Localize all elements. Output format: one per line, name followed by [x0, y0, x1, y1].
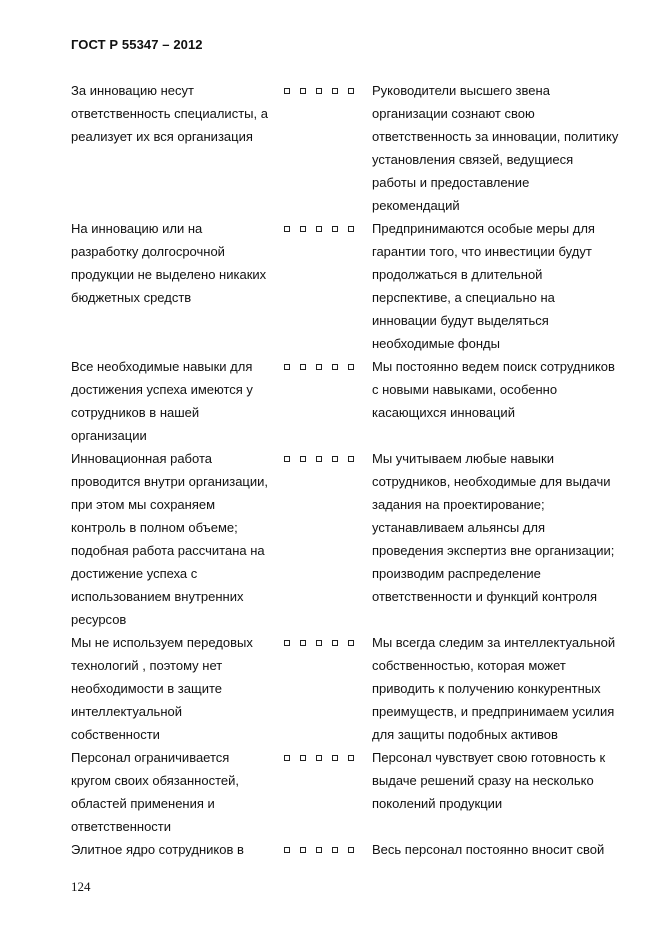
rating-scale [284, 838, 354, 861]
positive-statement [372, 631, 637, 746]
statement-line: Весь персонал постоянно вносит свой [372, 842, 605, 857]
rating-checkbox[interactable] [332, 88, 338, 94]
statement-line: для защиты подобных активов [372, 727, 558, 742]
statement-line: производим распределение [372, 566, 541, 581]
rating-scale [284, 447, 354, 470]
rating-checkbox[interactable] [300, 88, 306, 94]
statement-line: ответственность за инновации, политику [372, 129, 619, 144]
statement-line: собственностью, которая может [372, 658, 566, 673]
statement-line: проведения экспертиз вне организации; [372, 543, 615, 558]
statement-line: Персонал ограничивается [71, 750, 230, 765]
assessment-row [0, 217, 661, 355]
statement-line: Персонал чувствует свою готовность к [372, 750, 606, 765]
rating-checkbox[interactable] [284, 755, 290, 761]
rating-checkbox[interactable] [348, 226, 354, 232]
statement-line: За инновацию несут [71, 83, 194, 98]
positive-statement [372, 838, 637, 861]
rating-checkbox[interactable] [348, 640, 354, 646]
statement-line: Все необходимые навыки для [71, 359, 253, 374]
rating-scale [284, 631, 354, 654]
rating-checkbox[interactable] [316, 847, 322, 853]
statement-line: при этом мы сохраняем [71, 497, 216, 512]
rating-checkbox[interactable] [348, 755, 354, 761]
statement-line: достижение успеха с [71, 566, 198, 581]
statement-line: организации [71, 428, 147, 443]
statement-line: преимуществ, и предпринимаем усилия [372, 704, 615, 719]
rating-checkbox[interactable] [316, 226, 322, 232]
statement-line: необходимости в защите [71, 681, 222, 696]
statement-line: ресурсов [71, 612, 127, 627]
statement-line: продолжаться в длительной [372, 267, 543, 282]
assessment-row [0, 838, 661, 861]
statement-line: проводится внутри организации, [71, 474, 269, 489]
rating-scale [284, 355, 354, 378]
rating-scale [284, 746, 354, 769]
negative-statement [71, 746, 283, 838]
statement-line: Мы всегда следим за интеллектуальной [372, 635, 616, 650]
positive-statement [372, 355, 637, 424]
negative-statement [71, 447, 283, 631]
statement-line: рекомендаций [372, 198, 460, 213]
rating-checkbox[interactable] [348, 456, 354, 462]
statement-line: Инновационная работа [71, 451, 212, 466]
assessment-row [0, 355, 661, 447]
statement-line: интеллектуальной [71, 704, 182, 719]
rating-checkbox[interactable] [332, 364, 338, 370]
rating-checkbox[interactable] [284, 226, 290, 232]
rating-scale [284, 217, 354, 240]
statement-line: ответственность специалисты, а [71, 106, 268, 121]
statement-line: достижения успеха имеются у [71, 382, 253, 397]
rating-checkbox[interactable] [316, 456, 322, 462]
negative-statement [71, 355, 283, 447]
statement-line: касающихся инноваций [372, 405, 515, 420]
rating-checkbox[interactable] [316, 755, 322, 761]
positive-statement [372, 746, 637, 815]
statement-line: гарантии того, что инвестиции будут [372, 244, 592, 259]
statement-line: установления связей, ведущиеся [372, 152, 574, 167]
positive-statement [372, 217, 637, 355]
rating-checkbox[interactable] [284, 364, 290, 370]
rating-checkbox[interactable] [332, 847, 338, 853]
statement-line: продукции не выделено никаких [71, 267, 267, 282]
statement-line: приводить к получению конкурентных [372, 681, 601, 696]
rating-scale [284, 79, 354, 102]
statement-line: поколений продукции [372, 796, 503, 811]
rating-checkbox[interactable] [332, 226, 338, 232]
statement-line: выдаче решений сразу на несколько [372, 773, 594, 788]
statement-line: технологий , поэтому нет [71, 658, 223, 673]
assessment-row [0, 746, 661, 838]
assessment-row [0, 79, 661, 217]
statement-line: с новыми навыками, особенно [372, 382, 558, 397]
negative-statement [71, 79, 283, 148]
rating-checkbox[interactable] [284, 456, 290, 462]
rating-checkbox[interactable] [284, 847, 290, 853]
statement-line: Элитное ядро сотрудников в [71, 842, 244, 857]
statement-line: работы и предоставление [372, 175, 530, 190]
assessment-row [0, 447, 661, 631]
rating-checkbox[interactable] [300, 755, 306, 761]
assessment-row [0, 631, 661, 746]
rating-checkbox[interactable] [348, 364, 354, 370]
statement-line: ответственности и функций контроля [372, 589, 597, 604]
statement-line: сотрудников, необходимые для выдачи [372, 474, 611, 489]
statement-line: организации сознают свою [372, 106, 535, 121]
rating-checkbox[interactable] [332, 755, 338, 761]
statement-line: Мы учитываем любые навыки [372, 451, 554, 466]
negative-statement [71, 217, 283, 309]
statement-line: Мы не используем передовых [71, 635, 253, 650]
rating-checkbox[interactable] [300, 847, 306, 853]
statement-line: бюджетных средств [71, 290, 192, 305]
rating-checkbox[interactable] [284, 88, 290, 94]
statement-line: кругом своих обязанностей, [71, 773, 239, 788]
statement-line: Мы постоянно ведем поиск сотрудников [372, 359, 615, 374]
assessment-table [0, 79, 661, 861]
statement-line: инновации будут выделяться [372, 313, 549, 328]
rating-checkbox[interactable] [316, 364, 322, 370]
positive-statement [372, 447, 637, 608]
statement-line: областей применения и [71, 796, 215, 811]
statement-line: На инновацию или на [71, 221, 203, 236]
statement-line: ответственности [71, 819, 172, 834]
rating-checkbox[interactable] [300, 640, 306, 646]
statement-line: Руководители высшего звена [372, 83, 550, 98]
statement-line: Предпринимаются особые меры для [372, 221, 595, 236]
negative-statement [71, 631, 283, 746]
statement-line: задания на проектирование; [372, 497, 545, 512]
statement-line: перспективе, а специально на [372, 290, 555, 305]
document-header: ГОСТ Р 55347 – 2012 [71, 37, 203, 52]
statement-line: контроль в полном объеме; [71, 520, 238, 535]
rating-checkbox[interactable] [348, 88, 354, 94]
statement-line: использованием внутренних [71, 589, 244, 604]
negative-statement [71, 838, 283, 861]
statement-line: необходимые фонды [372, 336, 500, 351]
statement-line: разработку долгосрочной [71, 244, 225, 259]
rating-checkbox[interactable] [332, 456, 338, 462]
positive-statement [372, 79, 637, 217]
rating-checkbox[interactable] [348, 847, 354, 853]
page-number: 124 [71, 879, 91, 894]
statement-line: устанавливаем альянсы для [372, 520, 545, 535]
statement-line: подобная работа рассчитана на [71, 543, 265, 558]
rating-checkbox[interactable] [332, 640, 338, 646]
rating-checkbox[interactable] [284, 640, 290, 646]
statement-line: реализует их вся организация [71, 129, 253, 144]
rating-checkbox[interactable] [316, 88, 322, 94]
rating-checkbox[interactable] [300, 364, 306, 370]
statement-line: собственности [71, 727, 160, 742]
rating-checkbox[interactable] [300, 456, 306, 462]
rating-checkbox[interactable] [300, 226, 306, 232]
rating-checkbox[interactable] [316, 640, 322, 646]
statement-line: сотрудников в нашей [71, 405, 200, 420]
